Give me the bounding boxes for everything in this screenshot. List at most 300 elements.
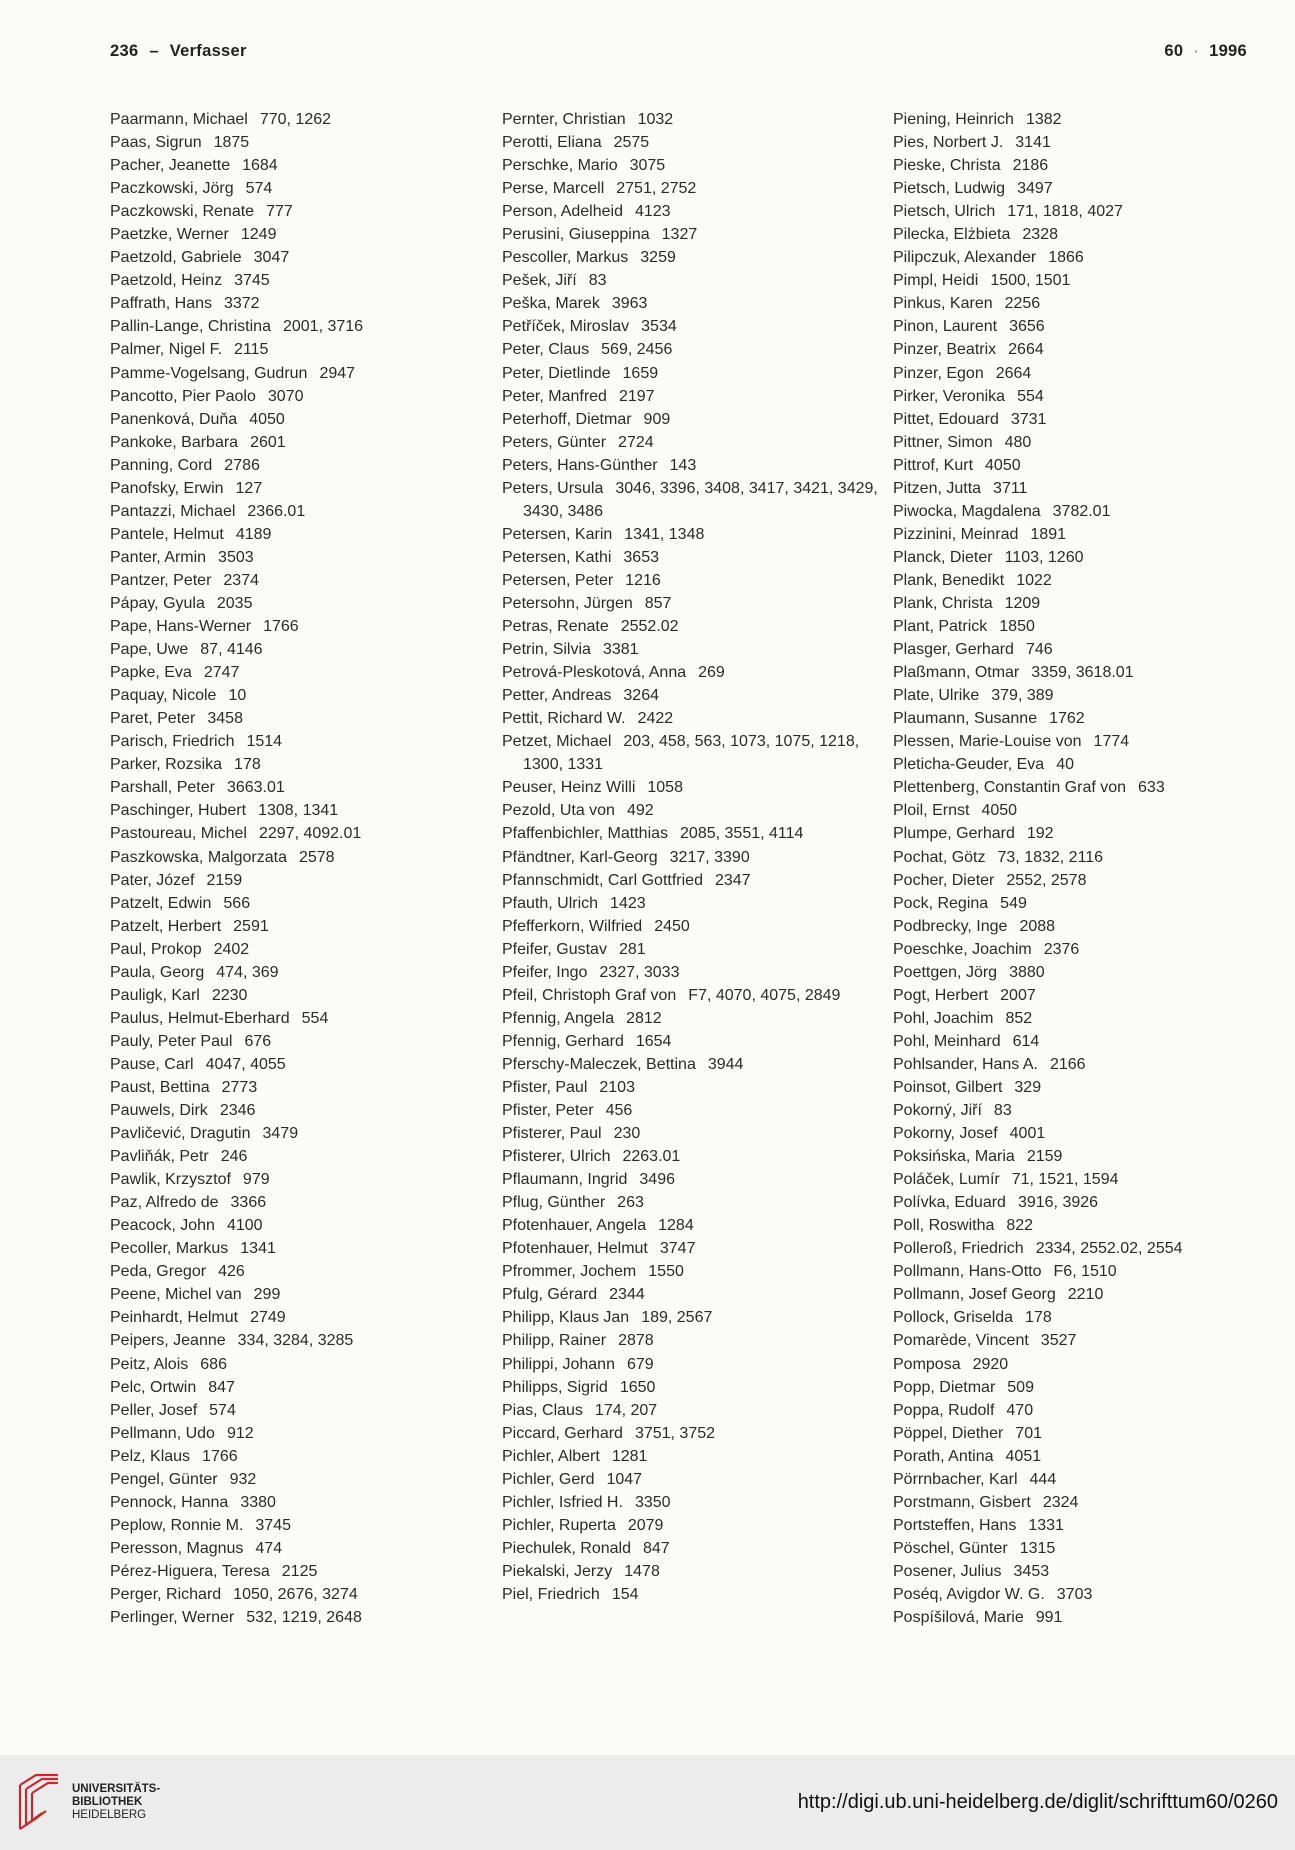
index-entry bbox=[893, 408, 1273, 431]
index-entry bbox=[502, 546, 882, 569]
index-entry bbox=[893, 1145, 1273, 1168]
index-entry bbox=[502, 915, 882, 938]
index-entry bbox=[502, 1583, 882, 1606]
entry-name: Pilipczuk, Alexander bbox=[893, 249, 1037, 267]
index-entry bbox=[110, 799, 490, 822]
entry-name: Pimpl, Heidi bbox=[893, 272, 979, 290]
entry-refs: 1654 bbox=[635, 1032, 672, 1050]
entry-name: Pernter, Christian bbox=[502, 111, 626, 128]
entry-refs: 2749 bbox=[250, 1309, 286, 1327]
entry-name: Pape, Uwe bbox=[110, 641, 189, 659]
entry-name: Pancotto, Pier Paolo bbox=[110, 387, 256, 405]
index-entry bbox=[110, 822, 490, 845]
entry-name: Pfändtner, Karl-Georg bbox=[502, 848, 658, 866]
entry-name: Petras, Renate bbox=[502, 618, 609, 636]
index-entry bbox=[110, 362, 490, 385]
index-entry bbox=[893, 1122, 1273, 1145]
entry-name: Pinon, Laurent bbox=[893, 318, 998, 336]
index-entry bbox=[110, 1560, 490, 1583]
page-number: 236 bbox=[110, 42, 139, 60]
entry-refs: 426 bbox=[218, 1263, 245, 1281]
entry-refs: 230 bbox=[613, 1125, 641, 1143]
entry-name: Plasger, Gerhard bbox=[893, 641, 1014, 659]
index-entry bbox=[893, 915, 1273, 938]
entry-refs: 2344 bbox=[609, 1286, 645, 1304]
entry-name: Peresson, Magnus bbox=[110, 1539, 244, 1557]
index-entry bbox=[502, 615, 882, 638]
entry-name: Pfotenhauer, Helmut bbox=[502, 1240, 648, 1258]
index-entry bbox=[110, 661, 490, 684]
index-entry bbox=[502, 1053, 882, 1076]
index-entry bbox=[893, 684, 1273, 707]
entry-refs: 1058 bbox=[647, 779, 683, 797]
entry-name: Petersen, Peter bbox=[502, 571, 614, 589]
index-entry bbox=[502, 1445, 882, 1468]
entry-refs: F6, 1510 bbox=[1053, 1263, 1117, 1281]
entry-name: Plant, Patrick bbox=[893, 618, 988, 636]
entry-refs: 1209 bbox=[1004, 594, 1041, 612]
entry-refs: 2001, 3716 bbox=[282, 318, 364, 336]
entry-refs: 444 bbox=[1029, 1470, 1057, 1488]
entry-refs: 3944 bbox=[707, 1055, 744, 1073]
entry-name: Piel, Friedrich bbox=[502, 1586, 600, 1603]
entry-refs: 1216 bbox=[625, 571, 661, 589]
entry-refs: 2575 bbox=[613, 134, 650, 152]
entry-name: Pauligk, Karl bbox=[110, 986, 200, 1004]
index-entry bbox=[110, 1007, 490, 1030]
entry-refs: 2422 bbox=[637, 710, 674, 728]
index-entry bbox=[110, 684, 490, 707]
entry-refs: 1766 bbox=[263, 618, 299, 636]
entry-name: Pfulg, Gérard bbox=[502, 1286, 598, 1304]
entry-refs: 2263.01 bbox=[622, 1148, 681, 1166]
entry-refs: 1103, 1260 bbox=[1004, 548, 1084, 566]
entry-refs: 1281 bbox=[611, 1447, 648, 1465]
index-entry bbox=[502, 707, 882, 730]
entry-refs: 2103 bbox=[599, 1078, 635, 1096]
entry-name: Pörrnbacher, Karl bbox=[893, 1470, 1018, 1488]
index-entry bbox=[893, 154, 1273, 177]
entry-name: Paulus, Helmut-Eberhard bbox=[110, 1009, 290, 1027]
index-entry bbox=[893, 200, 1273, 223]
index-entry bbox=[893, 1099, 1273, 1122]
index-entry bbox=[502, 477, 882, 523]
entry-name: Pichler, Isfried H. bbox=[502, 1493, 623, 1511]
index-entry bbox=[893, 1168, 1273, 1191]
entry-refs: 3534 bbox=[641, 318, 677, 336]
entry-refs: 2079 bbox=[627, 1516, 664, 1534]
entry-refs: 852 bbox=[1005, 1009, 1033, 1027]
index-entry bbox=[502, 730, 882, 776]
entry-refs: 979 bbox=[242, 1171, 270, 1189]
entry-refs: 2256 bbox=[1004, 295, 1041, 313]
entry-refs: 822 bbox=[1006, 1217, 1034, 1235]
entry-refs: 2297, 4092.01 bbox=[258, 825, 362, 843]
entry-refs: 2366.01 bbox=[247, 502, 306, 520]
index-entry bbox=[893, 315, 1273, 338]
index-entry bbox=[502, 1076, 882, 1099]
entry-name: Paszkowska, Malgorzata bbox=[110, 848, 287, 866]
index-entry bbox=[893, 1376, 1273, 1399]
entry-name: Panenková, Duňa bbox=[110, 410, 238, 428]
index-entry bbox=[893, 1076, 1273, 1099]
entry-name: Porath, Antina bbox=[893, 1447, 994, 1465]
index-entry bbox=[110, 500, 490, 523]
entry-refs: 2035 bbox=[216, 594, 253, 612]
entry-refs: 2664 bbox=[995, 364, 1032, 382]
entry-name: Pezold, Uta von bbox=[502, 802, 615, 820]
library-footer bbox=[0, 1755, 1295, 1850]
index-entry bbox=[893, 477, 1273, 500]
entry-refs: 2210 bbox=[1067, 1286, 1104, 1304]
entry-refs: 203, 458, 563, 1073, 1075, 1218, 1300, 1331 bbox=[523, 733, 860, 774]
index-entry bbox=[893, 523, 1273, 546]
entry-name: Pauly, Peter Paul bbox=[110, 1032, 233, 1050]
index-entry bbox=[502, 1491, 882, 1514]
index-entry bbox=[502, 1514, 882, 1537]
index-entry bbox=[502, 1191, 882, 1214]
entry-refs: 2115 bbox=[234, 341, 269, 359]
index-entry bbox=[110, 1260, 490, 1283]
index-entry bbox=[893, 1537, 1273, 1560]
entry-refs: 549 bbox=[1000, 894, 1027, 912]
entry-refs: 2197 bbox=[618, 387, 655, 405]
entry-name: Pfeifer, Ingo bbox=[502, 963, 588, 981]
entry-refs: 4100 bbox=[226, 1217, 263, 1235]
entry-refs: 3217, 3390 bbox=[669, 848, 750, 866]
entry-refs: 1341 bbox=[240, 1240, 276, 1258]
entry-name: Peacock, John bbox=[110, 1217, 215, 1235]
entry-name: Pospíšilová, Marie bbox=[893, 1609, 1024, 1627]
index-entry bbox=[893, 1491, 1273, 1514]
index-entry bbox=[110, 1376, 490, 1399]
entry-refs: 2334, 2552.02, 2554 bbox=[1035, 1240, 1183, 1258]
entry-name: Petersohn, Jürgen bbox=[502, 594, 633, 612]
index-entry bbox=[502, 1376, 882, 1399]
index-entry bbox=[502, 200, 882, 223]
entry-name: Poppa, Rudolf bbox=[893, 1401, 995, 1419]
entry-name: Peterhoff, Dietmar bbox=[502, 410, 632, 428]
index-entry bbox=[502, 223, 882, 246]
index-entry bbox=[893, 1514, 1273, 1537]
index-entry bbox=[110, 846, 490, 869]
index-entry bbox=[893, 223, 1273, 246]
entry-name: Petrin, Silvia bbox=[502, 641, 591, 659]
entry-name: Pohl, Meinhard bbox=[893, 1032, 1001, 1050]
entry-name: Pfefferkorn, Wilfried bbox=[502, 917, 643, 935]
entry-refs: 679 bbox=[626, 1355, 654, 1373]
entry-name: Pocher, Dieter bbox=[893, 871, 995, 889]
entry-refs: 2878 bbox=[618, 1332, 654, 1350]
entry-refs: 3259 bbox=[640, 249, 676, 267]
index-entry bbox=[893, 661, 1273, 684]
entry-name: Piening, Heinrich bbox=[893, 111, 1014, 128]
entry-name: Pecoller, Markus bbox=[110, 1240, 229, 1258]
index-entry bbox=[110, 246, 490, 269]
entry-refs: 909 bbox=[643, 410, 671, 428]
entry-refs: 3264 bbox=[623, 687, 659, 705]
entry-refs: 2324 bbox=[1042, 1493, 1079, 1511]
index-entry bbox=[893, 753, 1273, 776]
entry-refs: 701 bbox=[1015, 1424, 1042, 1442]
entry-refs: 2664 bbox=[1008, 341, 1044, 359]
entry-name: Pohl, Joachim bbox=[893, 1009, 994, 1027]
entry-refs: 3527 bbox=[1040, 1332, 1077, 1350]
section-title: Verfasser bbox=[169, 42, 247, 60]
entry-name: Peplow, Ronnie M. bbox=[110, 1516, 244, 1534]
index-entry bbox=[502, 1537, 882, 1560]
entry-name: Philippi, Johann bbox=[502, 1355, 615, 1373]
index-entry bbox=[893, 892, 1273, 915]
entry-name: Plank, Christa bbox=[893, 594, 993, 612]
entry-name: Parisch, Friedrich bbox=[110, 733, 235, 751]
index-entry bbox=[502, 177, 882, 200]
index-entry bbox=[502, 1145, 882, 1168]
entry-refs: 83 bbox=[588, 272, 607, 290]
entry-refs: 1382 bbox=[1025, 111, 1062, 128]
index-entry bbox=[893, 1283, 1273, 1306]
entry-refs: 1341, 1348 bbox=[624, 525, 705, 543]
entry-name: Pfrommer, Jochem bbox=[502, 1263, 637, 1281]
index-entry bbox=[110, 869, 490, 892]
header-separator: · bbox=[1193, 42, 1200, 60]
index-entry bbox=[893, 108, 1273, 131]
entry-refs: 2786 bbox=[224, 456, 260, 474]
index-entry bbox=[110, 1537, 490, 1560]
entry-refs: 171, 1818, 4027 bbox=[1007, 203, 1123, 221]
entry-refs: 3372 bbox=[223, 295, 260, 313]
entry-refs: 3751, 3752 bbox=[634, 1424, 716, 1442]
entry-refs: 87, 4146 bbox=[200, 641, 263, 659]
index-entry bbox=[502, 892, 882, 915]
index-entry bbox=[110, 223, 490, 246]
entry-name: Pichler, Ruperta bbox=[502, 1516, 616, 1534]
index-entry bbox=[110, 1030, 490, 1053]
entry-name: Person, Adelheid bbox=[502, 203, 623, 221]
entry-refs: 1249 bbox=[240, 226, 277, 244]
entry-name: Pantazzi, Michael bbox=[110, 502, 236, 520]
entry-refs: 281 bbox=[618, 940, 646, 958]
index-entry bbox=[110, 1583, 490, 1606]
entry-refs: 1650 bbox=[619, 1378, 656, 1396]
entry-name: Perusini, Giuseppina bbox=[502, 226, 650, 244]
index-entry bbox=[110, 1283, 490, 1306]
entry-refs: 4050 bbox=[981, 802, 1018, 820]
entry-name: Pizzinini, Meinrad bbox=[893, 525, 1019, 543]
header-dash: – bbox=[149, 42, 159, 60]
entry-name: Piccard, Gerhard bbox=[502, 1424, 623, 1442]
index-entry bbox=[110, 269, 490, 292]
entry-refs: 1284 bbox=[658, 1217, 694, 1235]
entry-refs: 3747 bbox=[659, 1240, 696, 1258]
entry-name: Perlinger, Werner bbox=[110, 1609, 235, 1627]
index-entry bbox=[110, 1168, 490, 1191]
entry-name: Poeschke, Joachim bbox=[893, 940, 1032, 958]
entry-name: Pfeifer, Gustav bbox=[502, 940, 607, 958]
entry-refs: 633 bbox=[1138, 779, 1165, 797]
index-entry bbox=[502, 1329, 882, 1352]
entry-refs: 2007 bbox=[1000, 986, 1036, 1004]
running-head-left bbox=[110, 42, 247, 61]
entry-name: Peuser, Heinz Willi bbox=[502, 779, 636, 797]
entry-refs: 3497 bbox=[1017, 180, 1053, 198]
index-entry bbox=[110, 431, 490, 454]
entry-refs: 1891 bbox=[1030, 525, 1066, 543]
entry-name: Pamme-Vogelsang, Gudrun bbox=[110, 364, 308, 382]
entry-name: Pauwels, Dirk bbox=[110, 1102, 208, 1120]
entry-name: Paffrath, Hans bbox=[110, 295, 212, 313]
entry-refs: 3703 bbox=[1056, 1586, 1093, 1603]
index-entry bbox=[893, 1468, 1273, 1491]
entry-refs: 1308, 1341 bbox=[258, 802, 339, 820]
entry-name: Pavliňák, Petr bbox=[110, 1148, 209, 1166]
entry-refs: 2328 bbox=[1022, 226, 1058, 244]
entry-refs: 4050 bbox=[249, 410, 285, 428]
entry-name: Pelz, Klaus bbox=[110, 1447, 191, 1465]
index-entry bbox=[110, 523, 490, 546]
entry-refs: 3916, 3926 bbox=[1017, 1194, 1099, 1212]
entry-refs: 1875 bbox=[213, 134, 250, 152]
entry-refs: 3359, 3618.01 bbox=[1031, 664, 1134, 682]
entry-refs: 480 bbox=[1004, 433, 1032, 451]
index-entry bbox=[502, 869, 882, 892]
entry-name: Pause, Carl bbox=[110, 1055, 194, 1073]
index-entry bbox=[110, 200, 490, 223]
index-entry bbox=[893, 1422, 1273, 1445]
entry-name: Pies, Norbert J. bbox=[893, 134, 1004, 152]
entry-refs: 329 bbox=[1014, 1078, 1042, 1096]
index-entry bbox=[893, 1353, 1273, 1376]
entry-name: Pengel, Günter bbox=[110, 1470, 218, 1488]
index-entry bbox=[110, 707, 490, 730]
index-entry bbox=[502, 1030, 882, 1053]
index-entry bbox=[110, 1399, 490, 1422]
entry-name: Pietsch, Ludwig bbox=[893, 180, 1006, 198]
entry-name: Perse, Marcell bbox=[502, 180, 605, 198]
entry-name: Poksińska, Maria bbox=[893, 1148, 1015, 1166]
entry-name: Panofsky, Erwin bbox=[110, 479, 224, 497]
entry-refs: 2591 bbox=[233, 917, 269, 935]
entry-name: Pallin-Lange, Christina bbox=[110, 318, 271, 336]
entry-refs: 3046, 3396, 3408, 3417, 3421, 3429, 3430, 3486 bbox=[523, 479, 878, 520]
index-entry bbox=[502, 431, 882, 454]
entry-name: Petersen, Karin bbox=[502, 525, 613, 543]
entry-name: Pirker, Veronika bbox=[893, 387, 1006, 405]
index-entry bbox=[502, 315, 882, 338]
entry-refs: 4189 bbox=[235, 525, 272, 543]
entry-refs: 1684 bbox=[242, 157, 278, 175]
index-entry bbox=[502, 822, 882, 845]
entry-name: Paust, Bettina bbox=[110, 1078, 210, 1096]
entry-name: Pietsch, Ulrich bbox=[893, 203, 996, 221]
entry-refs: 3479 bbox=[262, 1125, 299, 1143]
index-entry bbox=[893, 1191, 1273, 1214]
entry-name: Paetzke, Werner bbox=[110, 226, 229, 244]
entry-refs: 456 bbox=[605, 1102, 633, 1120]
entry-name: Pollmann, Hans-Otto bbox=[893, 1263, 1042, 1281]
entry-name: Pinkus, Karen bbox=[893, 295, 993, 313]
index-entry bbox=[502, 154, 882, 177]
entry-refs: 1766 bbox=[202, 1447, 238, 1465]
entry-name: Peters, Hans-Günther bbox=[502, 456, 658, 474]
entry-refs: 777 bbox=[266, 203, 293, 221]
entry-name: Poséq, Avigdor W. G. bbox=[893, 1586, 1045, 1603]
entry-refs: 334, 3284, 3285 bbox=[237, 1332, 354, 1350]
entry-name: Perger, Richard bbox=[110, 1586, 222, 1603]
index-entry bbox=[893, 615, 1273, 638]
entry-name: Perotti, Eliana bbox=[502, 134, 602, 152]
entry-refs: 2812 bbox=[626, 1009, 662, 1027]
entry-refs: 3075 bbox=[629, 157, 666, 175]
entry-refs: 676 bbox=[244, 1032, 272, 1050]
entry-name: Piwocka, Magdalena bbox=[893, 502, 1041, 520]
entry-name: Pellmann, Udo bbox=[110, 1424, 215, 1442]
index-entry bbox=[893, 1606, 1273, 1629]
index-entry bbox=[110, 1329, 490, 1352]
entry-refs: 3141 bbox=[1015, 134, 1051, 152]
index-entry bbox=[110, 1445, 490, 1468]
entry-refs: 2747 bbox=[203, 664, 240, 682]
entry-refs: 3731 bbox=[1010, 410, 1047, 428]
entry-name: Pohlsander, Hans A. bbox=[893, 1055, 1038, 1073]
entry-refs: 2376 bbox=[1043, 940, 1080, 958]
entry-refs: 2724 bbox=[618, 433, 654, 451]
index-entry bbox=[893, 592, 1273, 615]
index-entry bbox=[110, 1468, 490, 1491]
index-entry bbox=[893, 1030, 1273, 1053]
index-entry bbox=[502, 961, 882, 984]
index-entry bbox=[893, 569, 1273, 592]
entry-refs: 3963 bbox=[611, 295, 648, 313]
source-url: http://digi.ub.uni-heidelberg.de/diglit/schrifttum60/0260 bbox=[797, 1791, 1278, 1813]
entry-name: Pollmann, Josef Georg bbox=[893, 1286, 1056, 1304]
index-entry bbox=[110, 730, 490, 753]
index-entry bbox=[893, 846, 1273, 869]
entry-refs: 569, 2456 bbox=[601, 341, 673, 359]
entry-name: Plumpe, Gerhard bbox=[893, 825, 1015, 843]
entry-refs: 554 bbox=[301, 1009, 329, 1027]
entry-refs: 2166 bbox=[1049, 1055, 1086, 1073]
index-entry bbox=[110, 131, 490, 154]
entry-name: Pilecka, Elżbieta bbox=[893, 226, 1011, 244]
entry-name: Polívka, Eduard bbox=[893, 1194, 1006, 1212]
entry-refs: 574 bbox=[245, 180, 273, 198]
entry-refs: 3880 bbox=[1009, 963, 1045, 981]
index-entry bbox=[110, 408, 490, 431]
index-entry bbox=[893, 1007, 1273, 1030]
index-entry bbox=[502, 108, 882, 131]
entry-name: Pöppel, Diether bbox=[893, 1424, 1004, 1442]
index-entry bbox=[893, 269, 1273, 292]
entry-name: Pfennig, Gerhard bbox=[502, 1032, 624, 1050]
index-entry bbox=[110, 546, 490, 569]
index-entry bbox=[893, 131, 1273, 154]
entry-refs: 3496 bbox=[639, 1171, 675, 1189]
entry-refs: 192 bbox=[1026, 825, 1054, 843]
entry-refs: 492 bbox=[626, 802, 654, 820]
entry-refs: 3711 bbox=[993, 479, 1028, 497]
entry-name: Pfisterer, Ulrich bbox=[502, 1148, 611, 1166]
entry-refs: F7, 4070, 4075, 2849 bbox=[688, 986, 841, 1004]
entry-refs: 2159 bbox=[1026, 1148, 1063, 1166]
year: 1996 bbox=[1209, 42, 1247, 60]
index-column-1 bbox=[110, 108, 490, 1629]
entry-refs: 2088 bbox=[1019, 917, 1056, 935]
entry-name: Plessen, Marie-Louise von bbox=[893, 733, 1082, 751]
entry-refs: 857 bbox=[644, 594, 672, 612]
entry-refs: 2450 bbox=[654, 917, 690, 935]
entry-refs: 1774 bbox=[1093, 733, 1130, 751]
